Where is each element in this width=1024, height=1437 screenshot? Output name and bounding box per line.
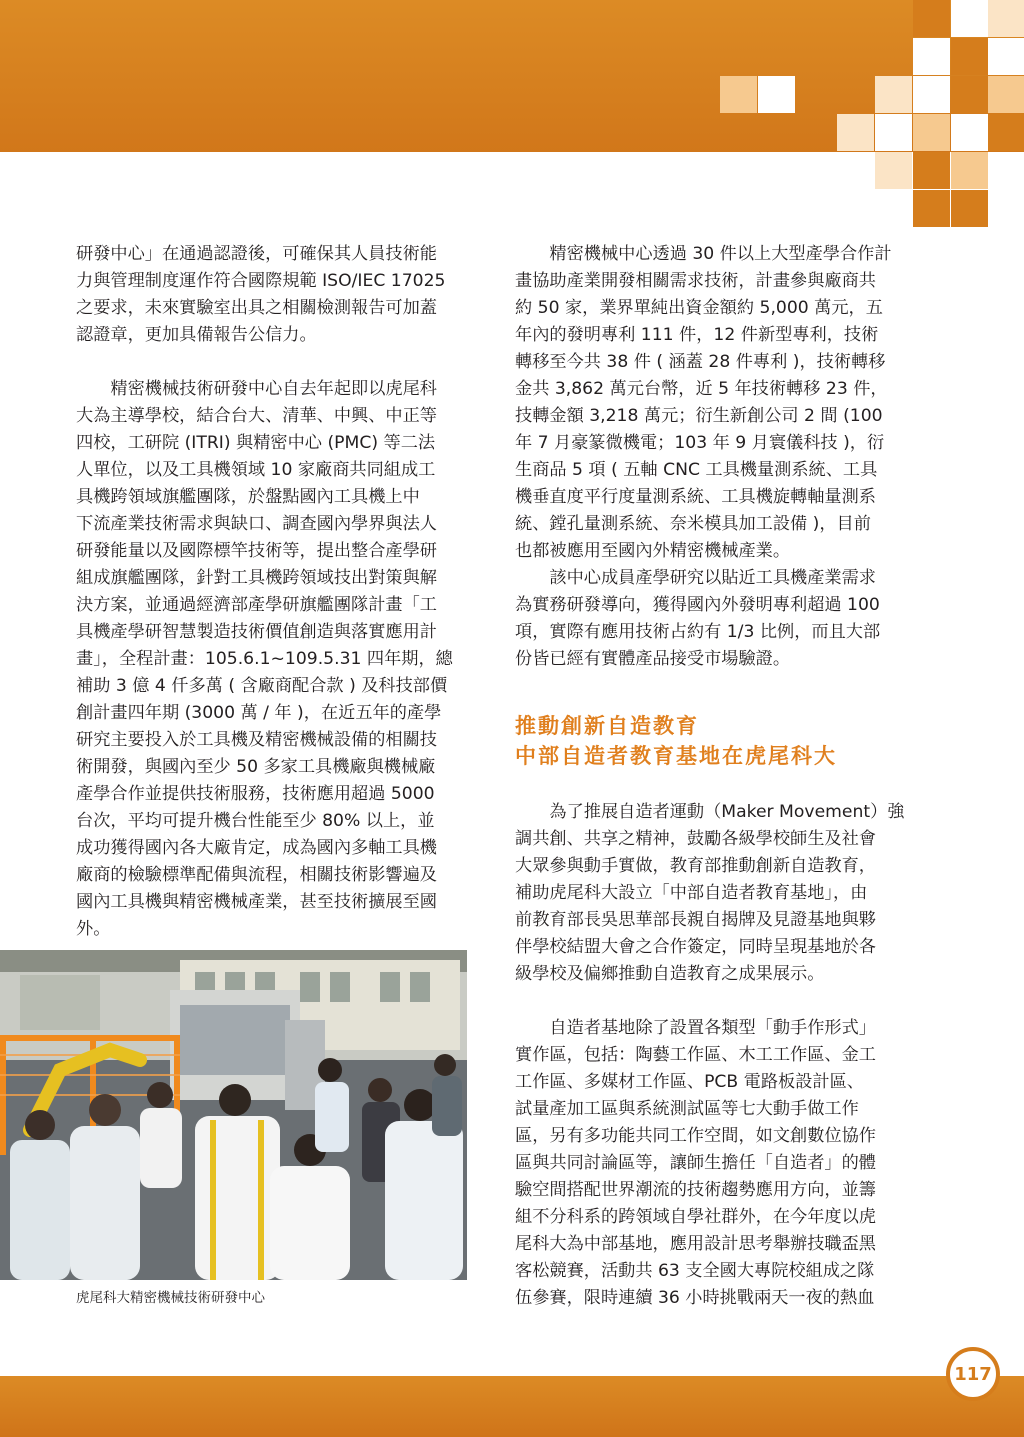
section-heading-line-1: 推動創新自造教育 <box>515 714 699 738</box>
right-paragraph-3: 為了推展自造者運動（Maker Movement）強 調共創、共享之精神，鼓勵各級學校師生及社會 大眾參與動手實做，教育部推動創新自造教育， 補助虎尾科大設立「中部自造者教育基地」，由 前教育部長吳思華部長親自揭牌及見證基地與夥 伴學校結盟大會之合作簽定，同時呈現基地於各 級學校及偏鄉推動自造教育之成果展示。 <box>515 802 905 984</box>
left-column <box>76 241 468 943</box>
right-paragraph-4: 自造者基地除了設置各類型「動手作形式」 實作區，包括：陶藝工作區、木工工作區、金工 工作區、多媒材工作區、PCB 電路板設計區、 試量產加工區與系統測試區等七大動手做工作 區，另有多功能共同工作空間，如文創數位協作 區與共同討論區等，讓師生擔任「自造者」的體 驗空間搭配世界潮流的技術趨勢應用方向，並籌 組不分科系的跨領域自學社群外，在今年度以虎 尾科大為中部基地，應用設計思考舉辦技職盃黑 客松競賽，活動共 63 支全國大專院校組成之隊 伍參賽，限時連續 36 小時挑戰兩天一夜的熱血 <box>515 1018 876 1308</box>
right-paragraph-1: 精密機械中心透過 30 件以上大型產學合作計 畫協助產業開發相關需求技術，計畫參與廠商共 約 50 家，業界單純出資金額約 5,000 萬元，五 年內的發明專利 111 件，12 件新型專利，技術 轉移至今共 38 件 ( 涵蓋 28 件專利 )，技術轉移 金共 3,862 萬元台幣，近 5 年技術轉移 23 件， 技轉金額 3,218 萬元；衍生新創公司 2 間 (100 年 7 月豪篆微機電；103 年 9 月寰儀科技 )，衍 生商品 5 項 ( 五軸 CNC 工具機量測系統、工具 機垂直度平行度量測系統、工具機旋轉軸量測系 統、鏜孔量測系統、奈米模具加工設備 )，目前 也都被應用至國內外精密機械產業。 <box>515 244 892 561</box>
page-number: 117 <box>946 1347 1000 1401</box>
photo-caption: 虎尾科大精密機械技術研發中心 <box>76 1290 265 1306</box>
footer-band <box>0 1376 1024 1437</box>
section-heading-line-2: 中部自造者教育基地在虎尾科大 <box>515 744 837 768</box>
photo-precision-machinery-center <box>0 950 467 1280</box>
right-paragraph-2: 該中心成員產學研究以貼近工具機產業需求 為實務研發導向，獲得國內外發明專利超過 100 項，實際有應用技術占約有 1/3 比例，而且大部 份皆已經有實體產品接受市場驗證。 <box>515 568 881 669</box>
left-paragraph-2: 精密機械技術研發中心自去年起即以虎尾科 大為主導學校，結合台大、清華、中興、中正等 四校，工研院 (ITRI) 與精密中心 (PMC) 等二法 人單位，以及工具機領域 10 家廠商共同組成工 具機跨領域旗艦團隊，於盤點國內工具機上中 下流產業技術需求與缺口、調查國內學界與法人 研發能量以及國際標竿技術等，提出整合產學研 組成旗艦團隊，針對工具機跨領域技出對策與解 決方案，並通過經濟部產學研旗艦團隊計畫「工 具機產學研智慧製造技術價值創造與落實應用計 畫」，全程計畫：105.6.1~109.5.31 四年期，總 補助 3 億 4 仟多萬 ( 含廠商配合款 ) 及科技部價 創計畫四年期 (3000 萬 / 年 )，在近五年的產學 研究主要投入於工具機及精密機械設備的相關技 術開發，與國內至少 50 多家工具機廠與機械廠 產學合作並提供技術服務，技術應用超過 5000 台次，平均可提升機台性能至少 80% 以上，並 成功獲得國內各大廠肯定，成為國內多軸工具機 廠商的檢驗標準配備與流程，相關技術影響遍及 國內工具機與精密機械產業，甚至技術擴展至國 外。 <box>76 379 453 939</box>
left-paragraph-1: 研發中心」在通過認證後，可確保其人員技術能 力與管理制度運作符合國際規範 ISO/IEC 17025 之要求，未來實驗室出具之相關檢測報告可加蓋 認證章，更加具備報告公信力。 <box>76 244 446 345</box>
right-column <box>515 241 908 1312</box>
